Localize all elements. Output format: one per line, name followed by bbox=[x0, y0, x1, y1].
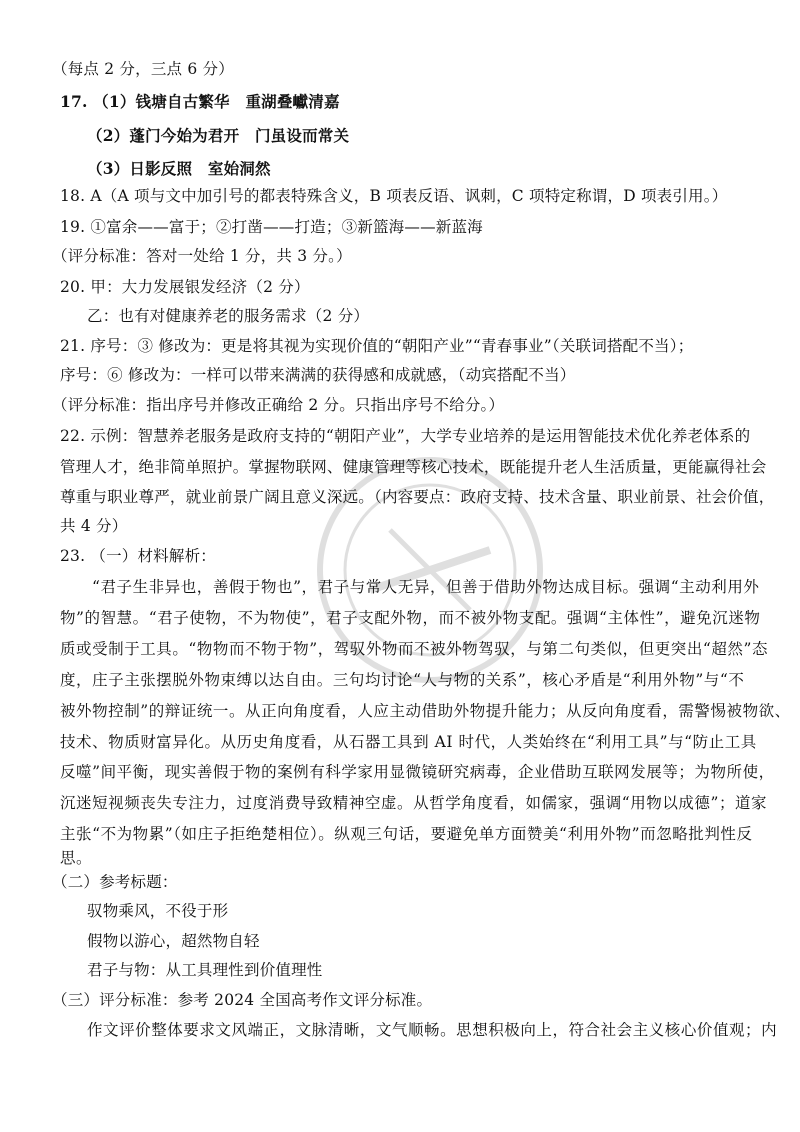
para-line-10: 思。 bbox=[60, 849, 93, 867]
line-reference-titles-heading: （二）参考标题： bbox=[52, 873, 178, 891]
line-q18: 18. A（A 项与文中加引号的都表特殊含义，B 项表反语、讽刺，C 项特定称谓，D 项表引用。） bbox=[60, 187, 728, 205]
line-q17-2: （2）蓬门今始为君开 门虽设而常关 bbox=[87, 126, 350, 145]
watermark-stamp bbox=[300, 440, 560, 700]
para-line-7: 反噬”间平衡，现实善假于物的案例有科学家用显微镜研究病毒，企业借助互联网发展等；为物所使， bbox=[60, 763, 775, 781]
line-q20-b: 乙：也有对健康养老的服务需求（2 分） bbox=[87, 307, 370, 325]
line-q22-1: 22. 示例：智慧养老服务是政府支持的“朝阳产业”，大学专业培养的是运用智能技术优化养老体系的 bbox=[60, 427, 751, 445]
line-q17-3: （3）日影反照 室始洞然 bbox=[87, 159, 271, 178]
para-line-8: 沉迷短视频丧失专注力，过度消费导致精神空虚。从哲学角度看，如儒家，强调“用物以成德”；道家 bbox=[60, 794, 768, 812]
para-line-1: “君子生非异也，善假于物也”，君子与常人无异，但善于借助外物达成目标。强调“主动利用外 bbox=[92, 578, 760, 596]
para-line-2: 物”的智慧。“君子使物，不为物使”，君子支配外物，而不被外物支配。强调“主体性”，避免沉迷物 bbox=[60, 609, 761, 627]
line-q20-a: 20. 甲：大力发展银发经济（2 分） bbox=[60, 278, 310, 296]
para-line-6: 技术、物质财富异化。从历史角度看，从石器工具到 AI 时代，人类始终在“利用工具”与“防止工具 bbox=[60, 733, 757, 751]
line-q19: 19. ①富余——富于；②打凿——打造；③新篮海——新蓝海 bbox=[60, 218, 483, 236]
line-q21-scoring: （评分标准：指出序号并修改正确给 2 分。只指出序号不给分。） bbox=[52, 396, 505, 414]
para-line-9: 主张“不为物累”（如庄子拒绝楚相位）。纵观三句话，要避免单方面赞美“利用外物”而忽略批判性反 bbox=[60, 825, 753, 843]
para-line-3: 质或受制于工具。“物物而不物于物”，驾驭外物而不被外物驾驭，与第二句类似，但更突出“超然”态 bbox=[60, 640, 768, 658]
line-q22-3: 尊重与职业尊严，就业前景广阔且意义深远。（内容要点：政府支持、技术含量、职业前景、社会价值， bbox=[60, 488, 775, 506]
line-q23-heading: 23. （一）材料解析： bbox=[60, 547, 216, 565]
line-title-2: 假物以游心，超然物自轻 bbox=[87, 932, 260, 950]
para-line-4: 度，庄子主张摆脱外物束缚以达自由。三句均讨论“人与物的关系”，核心矛盾是“利用外物”与“不 bbox=[60, 671, 745, 689]
line-q17-1: 17. （1）钱塘自古繁华 重湖叠巘清嘉 bbox=[60, 92, 340, 111]
line-q22-2: 管理人才，绝非简单照护。掌握物联网、健康管理等核心技术，既能提升老人生活质量，更能赢得社会 bbox=[60, 458, 767, 476]
line-q19-scoring: （评分标准：答对一处给 1 分，共 3 分。） bbox=[52, 247, 352, 265]
para-line-5: 被外物控制”的辩证统一。从正向角度看，人应主动借助外物提升能力；从反向角度看，需警惕被物欲、 bbox=[60, 702, 791, 720]
line-title-1: 驭物乘风，不役于形 bbox=[87, 902, 229, 920]
line-q22-4: 共 4 分） bbox=[60, 517, 128, 535]
line-q21-a: 21. 序号：③ 修改为：更是将其视为实现价值的“朝阳产业”“青春事业”（关联词搭配不当）； bbox=[60, 337, 694, 355]
line-essay-requirement: 作文评价整体要求文风端正，文脉清晰，文气顺畅。思想积极向上，符合社会主义核心价值观；内 bbox=[87, 1021, 778, 1039]
line-title-3: 君子与物：从工具理性到价值理性 bbox=[87, 961, 323, 979]
line-scoring-note: （每点 2 分，三点 6 分） bbox=[52, 60, 234, 78]
line-q21-b: 序号：⑥ 修改为：一样可以带来满满的获得感和成就感，（动宾搭配不当） bbox=[60, 366, 576, 384]
line-scoring-standard: （三）评分标准：参考 2024 全国高考作文评分标准。 bbox=[52, 991, 433, 1009]
